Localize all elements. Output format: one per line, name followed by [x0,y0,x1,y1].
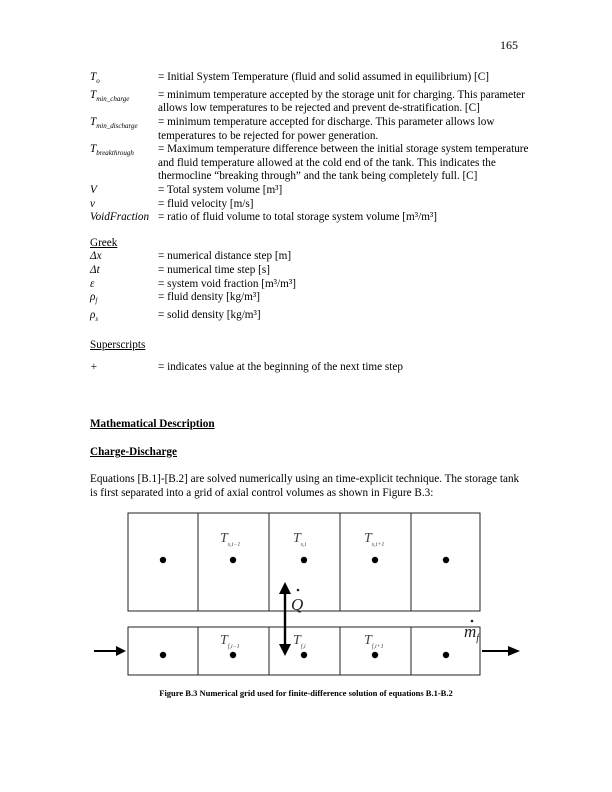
definition-symbol: $T_o$ [90,71,100,86]
solid-temp-label: $T_{s,i}$ [293,531,307,548]
greek-description: = fluid density [kg/m³] [158,291,260,304]
greek-row [90,250,530,264]
body-paragraph: Equations [B.1]-[B.2] are solved numerically using an time-explicit technique. The storage tank is first separated into a grid of axial control volumes as shown in Figure B.3: [90,473,520,499]
greek-symbol: Δt [90,263,100,276]
fluid-row [128,627,480,675]
outlet-flow-arrow [482,646,520,656]
math-description-heading: Mathematical Description [90,418,215,430]
greek-row [90,278,530,292]
solid-temp-label: $T_{s,i+1}$ [364,531,385,548]
superscript-description: = indicates value at the beginning of the next time step [158,361,403,374]
greek-row [90,264,530,278]
definition-description: = minimum temperature accepted by the storage unit for charging. This parameter allows low temperatures to be rejected and prevent de-stratification. [C] [158,88,525,115]
definition-row [90,71,530,89]
superscript-symbol: + [90,361,98,374]
greek-description: = numerical distance step [m] [158,250,292,263]
definition-symbol: $T_{min\_discharge}$ [90,116,138,131]
nomenclature-list [90,71,530,375]
definition-description: = Initial System Temperature (fluid and solid assumed in equilibrium) [C] [158,71,489,83]
greek-symbol: ε [90,277,95,290]
greek-row [90,309,530,327]
greek-description: = solid density [kg/m³] [158,308,261,321]
definition-row [90,89,530,116]
superscripts-heading: Superscripts [90,338,146,351]
inlet-flow-arrow [94,646,126,656]
fluid-temp-label: $T_{f,i+1}$ [364,633,384,650]
definition-row [90,198,530,212]
definition-description: = ratio of fluid volume to total storage system volume [m³/m³] [158,211,437,224]
greek-description: = system void fraction [m³/m³] [158,277,296,290]
solid-temp-label: $T_{s,i-1}$ [220,531,241,548]
mass-flow-label: $m_f$ [464,622,480,644]
superscript-row [90,361,530,375]
fluid-temp-label: $T_{f,i-1}$ [220,633,240,650]
definition-symbol: VoidFraction [90,211,150,224]
greek-symbol: $\rho_s$ [90,308,99,324]
solid-nodes [160,557,449,563]
definition-symbol: $T_{min\_charge}$ [90,88,130,104]
definition-row [90,184,530,198]
greek-row [90,291,530,309]
greek-symbol: $\rho_f$ [90,291,98,306]
definition-description: = Maximum temperature difference between the initial storage system temperature and fluid temperature allowed at the cold end of the tank. This indicates the thermocline “breaking through” and the tank being completely full. [C] [158,143,529,183]
definition-description: = Total system volume [m³] [158,183,283,196]
definition-symbol: $T_{breakthrough}$ [90,143,134,158]
heat-rate-label: Q [291,595,304,614]
fluid-nodes [160,652,449,658]
numerical-grid-figure [92,510,522,690]
fluid-temp-label: $T_{f,i}$ [293,633,306,650]
definition-description: = minimum temperature accepted for discharge. This parameter allows low temperatures to be rejected for power generation. [158,116,495,142]
definition-symbol: v [90,197,95,210]
greek-description: = numerical time step [s] [158,263,270,276]
definition-row [90,211,530,225]
charge-discharge-heading: Charge-Discharge [90,446,177,458]
definition-row [90,116,530,143]
page-number: 165 [500,38,518,52]
definition-description: = fluid velocity [m/s] [158,197,254,210]
greek-symbol: Δx [90,250,102,263]
figure-caption: Figure B.3 Numerical grid used for finite-difference solution of equations B.1-B.2 [159,688,453,698]
greek-heading: Greek [90,236,118,249]
definition-symbol: V [90,183,97,196]
definition-row [90,143,530,184]
heat-transfer-arrow [279,582,291,656]
